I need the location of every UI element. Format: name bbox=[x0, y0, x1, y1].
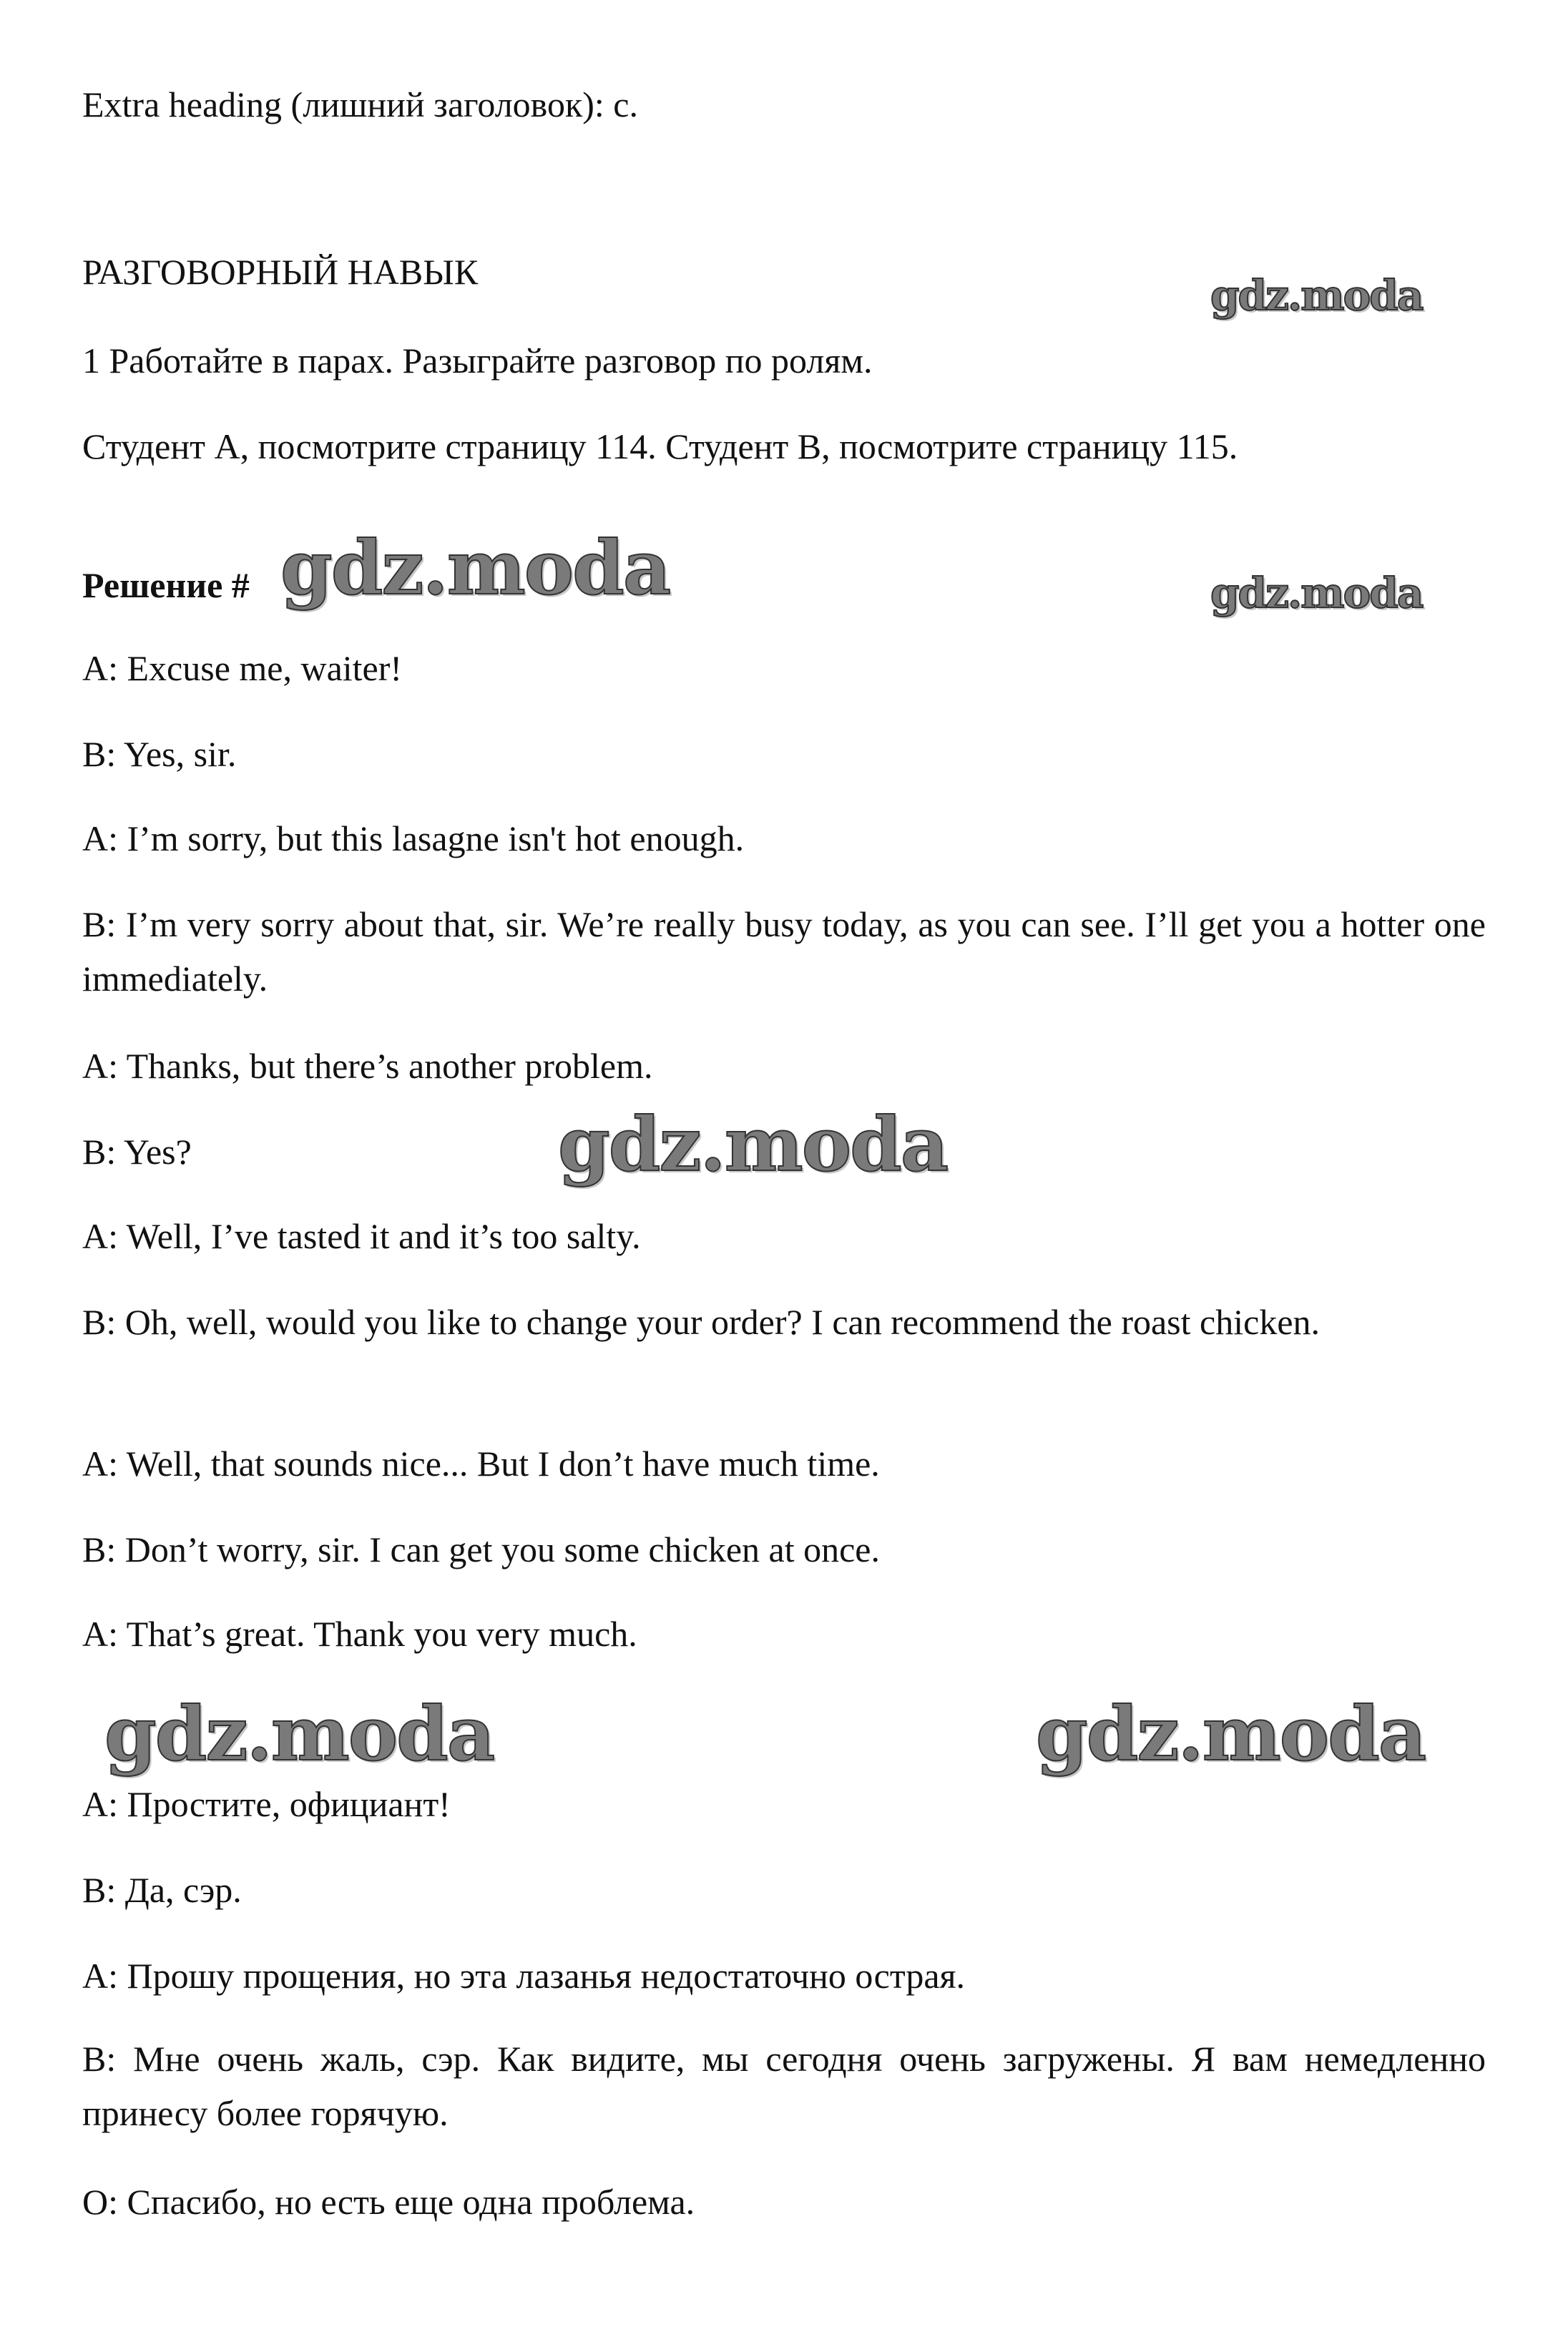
dialogue-line: В: Да, сэр. bbox=[82, 1870, 242, 1910]
watermark: gdz.moda bbox=[1210, 271, 1423, 320]
dialogue-line: A: Well, that sounds nice... But I don’t have much time. bbox=[82, 1444, 880, 1484]
task-instruction: 1 Работайте в парах. Разыграйте разговор по ролям. bbox=[82, 341, 873, 381]
dialogue-line: A: Well, I’ve tasted it and it’s too salty. bbox=[82, 1216, 641, 1256]
section-title: РАЗГОВОРНЫЙ НАВЫК bbox=[82, 252, 479, 292]
dialogue-line: В: Мне очень жаль, сэр. Как видите, мы сегодня очень загружены. Я вам немедленно принесу более горячую. bbox=[82, 2039, 1486, 2133]
watermark: gdz.moda bbox=[280, 524, 670, 612]
watermark: gdz.moda bbox=[1036, 1690, 1426, 1778]
dialogue-line: A: Excuse me, waiter! bbox=[82, 648, 403, 688]
dialogue-line: О: Спасибо, но есть еще одна проблема. bbox=[82, 2182, 695, 2222]
task-instruction: Студент А, посмотрите страницу 114. Студент В, посмотрите страницу 115. bbox=[82, 426, 1238, 466]
dialogue-line: B: Yes? bbox=[82, 1132, 192, 1172]
dialogue-line: B: I’m very sorry about that, sir. We’re really busy today, as you can see. I’ll get you a hotter one immediately. bbox=[82, 904, 1486, 999]
dialogue-line: A: I’m sorry, but this lasagne isn't hot enough. bbox=[82, 818, 745, 858]
dialogue-line: A: Thanks, but there’s another problem. bbox=[82, 1046, 653, 1086]
dialogue-line: B: Oh, well, would you like to change your order? I can recommend the roast chicken. bbox=[82, 1302, 1320, 1342]
dialogue-line: А: Прошу прощения, но эта лазанья недостаточно острая. bbox=[82, 1956, 966, 1996]
dialogue-line: А: Простите, официант! bbox=[82, 1784, 451, 1824]
solution-label: Решение # bbox=[82, 565, 250, 605]
dialogue-line: A: That’s great. Thank you very much. bbox=[82, 1614, 637, 1654]
dialogue-line: B: Yes, sir. bbox=[82, 734, 237, 774]
watermark: gdz.moda bbox=[1210, 569, 1423, 617]
dialogue-line: B: Don’t worry, sir. I can get you some chicken at once. bbox=[82, 1529, 880, 1569]
watermark: gdz.moda bbox=[558, 1100, 948, 1188]
extra-heading: Extra heading (лишний заголовок): с. bbox=[82, 84, 638, 124]
watermark: gdz.moda bbox=[104, 1690, 494, 1778]
